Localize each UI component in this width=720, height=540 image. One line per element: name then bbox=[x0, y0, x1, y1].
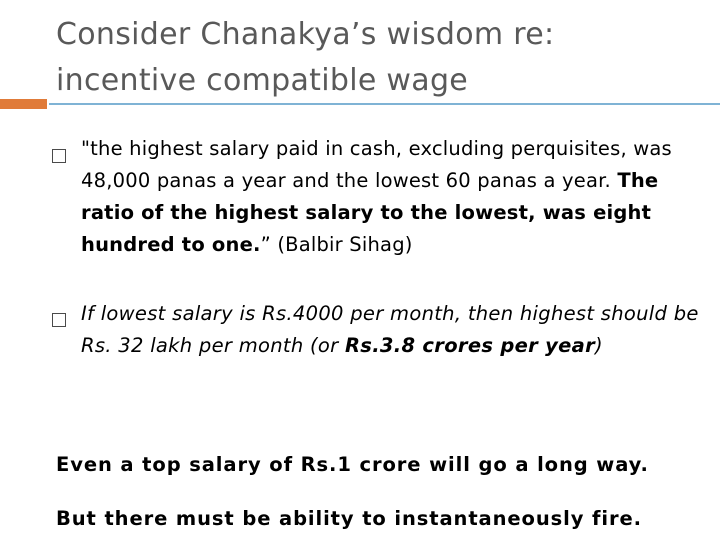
bullet-quote-emphasis: The ratio of the highest salary to the lowest, was eight hundred to one. bbox=[81, 169, 659, 256]
bullet-quote-paragraph bbox=[81, 133, 711, 261]
slide-title bbox=[56, 12, 696, 104]
title-accent-bar bbox=[0, 99, 47, 109]
square-bullet-icon bbox=[52, 149, 66, 163]
conclusion-line-2: But there must be ability to instantaneously fire. bbox=[56, 507, 642, 530]
slide-title-line-1: Consider Chanakya’s wisdom re: bbox=[56, 17, 555, 52]
bullet-salary-text: If lowest salary is Rs.4000 per month, then highest should be Rs. 32 lakh per month (or bbox=[81, 302, 699, 357]
bullet-salary-paragraph bbox=[81, 298, 711, 362]
bullet-salary-tail: ) bbox=[595, 334, 603, 357]
bullet-quote-text: "the highest salary paid in cash, excluding perquisites, was 48,000 panas a year and the lowest 60 panas a year. bbox=[81, 137, 672, 192]
slide-title-line-2: incentive compatible wage bbox=[56, 63, 469, 98]
square-bullet-icon bbox=[52, 313, 66, 327]
title-divider-line bbox=[49, 103, 720, 105]
bullet-quote-source: ” (Balbir Sihag) bbox=[260, 233, 413, 256]
bullet-salary-emphasis: Rs.3.8 crores per year bbox=[344, 334, 596, 357]
conclusion-line-1: Even a top salary of Rs.1 crore will go a long way. bbox=[56, 453, 649, 476]
